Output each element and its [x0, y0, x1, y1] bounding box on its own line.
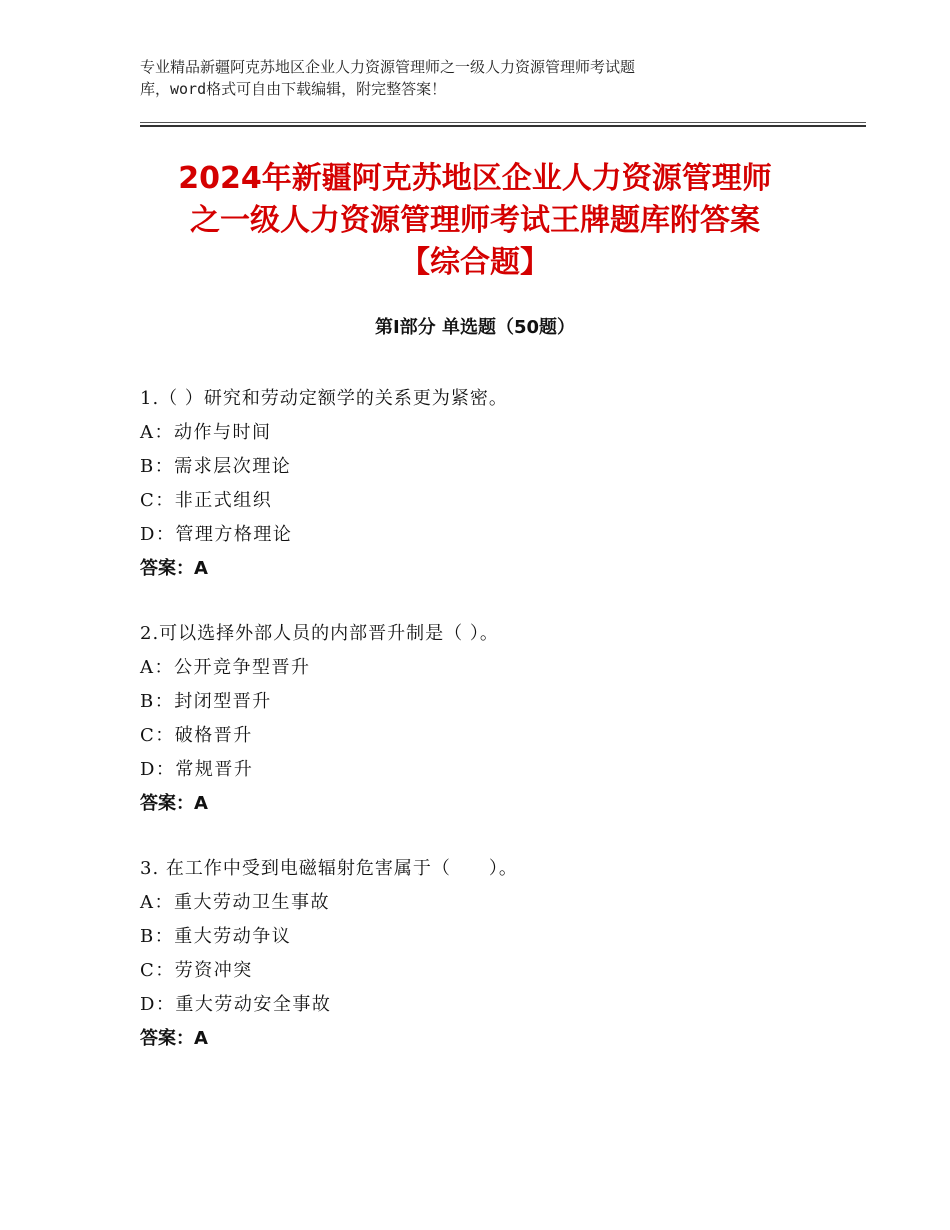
header-divider — [140, 122, 866, 127]
question-list — [140, 382, 860, 1087]
question-item — [140, 382, 860, 586]
question-stem: 2.可以选择外部人员的内部晋升制是（ ）。 — [140, 623, 499, 644]
option-b: B：重大劳动争议 — [140, 926, 292, 947]
question-item — [140, 617, 860, 821]
option-a: A：动作与时间 — [140, 422, 272, 443]
header-note-line-2: 库，word格式可自由下载编辑，附完整答案！ — [140, 80, 447, 98]
option-d: D：常规晋升 — [140, 759, 254, 780]
option-d: D：管理方格理论 — [140, 524, 293, 545]
answer: 答案：A — [140, 793, 208, 814]
option-d: D：重大劳动安全事故 — [140, 994, 332, 1015]
answer: 答案：A — [140, 558, 208, 579]
question-item — [140, 852, 860, 1056]
option-b: B：封闭型晋升 — [140, 691, 272, 712]
option-c: C：破格晋升 — [140, 725, 253, 746]
header-note-line-1: 专业精品新疆阿克苏地区企业人力资源管理师之一级人力资源管理师考试题 — [140, 58, 636, 76]
option-c: C：劳资冲突 — [140, 960, 253, 981]
option-a: A：重大劳动卫生事故 — [140, 892, 330, 913]
document-title — [100, 158, 850, 284]
option-a: A：公开竞争型晋升 — [140, 657, 311, 678]
question-stem: 3. 在工作中受到电磁辐射危害属于（ ）。 — [140, 858, 518, 879]
title-line-3: 【综合题】 — [400, 245, 550, 280]
option-b: B：需求层次理论 — [140, 456, 292, 477]
question-stem: 1.（ ）研究和劳动定额学的关系更为紧密。 — [140, 388, 508, 409]
title-line-2: 之一级人力资源管理师考试王牌题库附答案 — [190, 203, 760, 238]
section-title: 第Ⅰ部分 单选题（50题） — [374, 317, 575, 338]
header-note — [140, 56, 780, 100]
answer: 答案：A — [140, 1028, 208, 1049]
title-line-1: 2024年新疆阿克苏地区企业人力资源管理师 — [178, 161, 772, 196]
option-c: C：非正式组织 — [140, 490, 273, 511]
